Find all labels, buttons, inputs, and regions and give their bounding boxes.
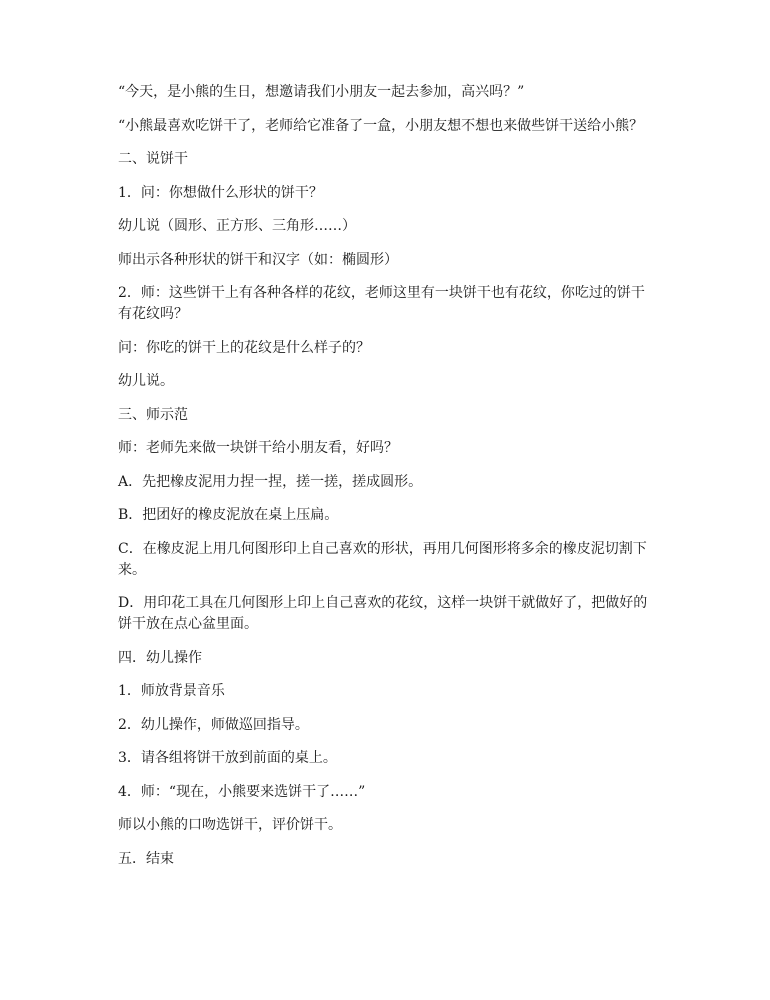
document-body [118,82,658,882]
paragraph-bear-chooses: 4．师：“现在，小熊要来选饼干了……” [118,783,366,800]
section-heading-children-work: 四．幼儿操作 [118,649,202,666]
paragraph-intro-birthday: “今天，是小熊的生日，想邀请我们小朋友一起去参加，高兴吗？” [118,84,525,100]
paragraph-step-c: C．在橡皮泥上用几何图形印上自己喜欢的形状，再用几何图形将多余的橡皮泥切割下来。 [118,540,647,578]
section-heading-end: 五．结束 [118,850,174,867]
paragraph-place-cookies: 3．请各组将饼干放到前面的桌上。 [118,750,337,766]
paragraph-evaluate: 师以小熊的口吻选饼干，评价饼干。 [118,817,342,833]
paragraph-guidance: 2．幼儿操作，师做巡回指导。 [118,716,309,733]
paragraph-teacher-shows: 师出示各种形状的饼干和汉字（如：椭圆形） [118,251,398,268]
paragraph-step-d: D．用印花工具在几何图形上印上自己喜欢的花纹，这样一块饼干就做好了，把做好的饼干放在点心盆里面。 [118,595,648,632]
paragraph-music: 1．师放背景音乐 [118,683,225,699]
paragraph-teacher-patterns: 2．师：这些饼干上有各种各样的花纹，老师这里有一块饼干也有花纹，你吃过的饼干有花纹吗？ [118,285,645,322]
section-heading-demonstration: 三、师示范 [118,406,188,423]
paragraph-question-patterns: 问：你吃的饼干上的花纹是什么样子的？ [118,339,370,356]
paragraph-intro-cookies: “小熊最喜欢吃饼干了，老师给它准备了一盒，小朋友想不想也来做些饼干送给小熊？ [118,117,644,134]
paragraph-question-shape: 1．问：你想做什么形状的饼干？ [118,184,323,201]
paragraph-children-say-shapes: 幼儿说（圆形、正方形、三角形……） [118,218,356,234]
paragraph-teacher-demo: 师：老师先来做一块饼干给小朋友看，好吗？ [118,440,398,456]
section-heading-talk-cookies: 二、说饼干 [118,151,188,167]
paragraph-step-b: B．把团好的橡皮泥放在桌上压扁。 [118,507,339,523]
paragraph-step-a: A．先把橡皮泥用力捏一捏，搓一搓，搓成圆形。 [118,473,423,490]
paragraph-children-say: 幼儿说。 [118,373,174,389]
